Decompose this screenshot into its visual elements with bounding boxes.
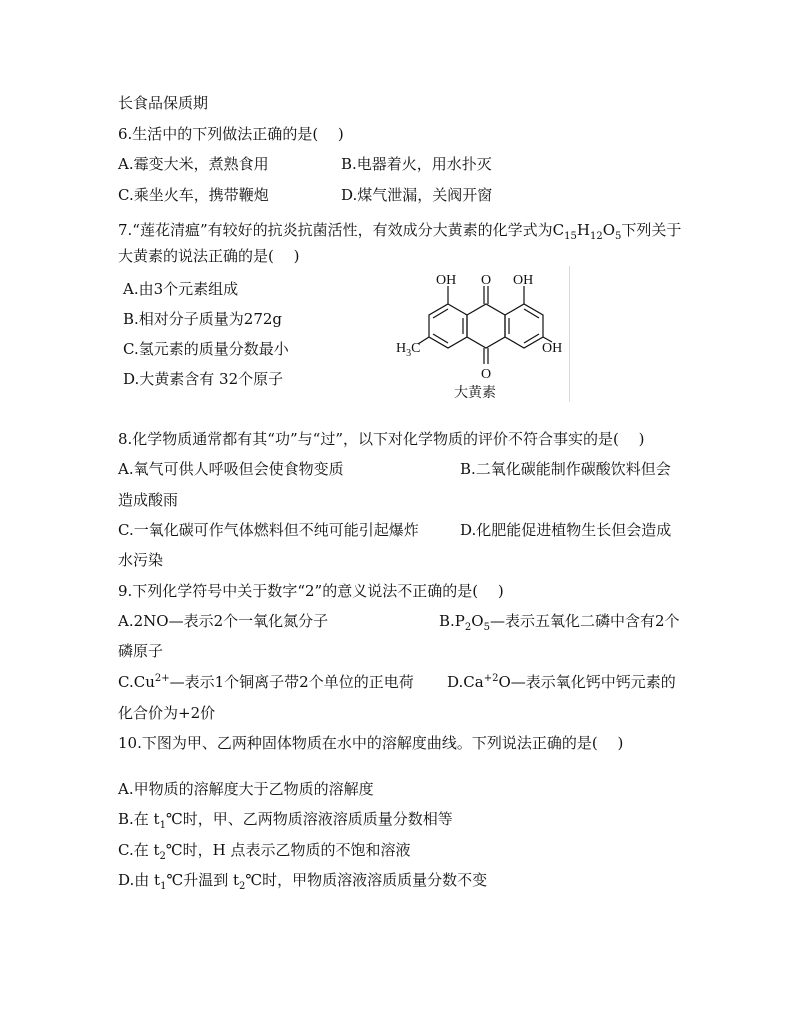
question-10-option-c: [118, 840, 411, 860]
q10-c-pre: C.在 t: [118, 841, 160, 859]
molecule-oh-right: OH: [513, 273, 534, 288]
q10-b-pre: B.在 t: [118, 810, 160, 828]
question-8-option-d-cont: 水污染: [118, 551, 164, 569]
question-6-option-a: A.霉变大米，煮熟食用: [118, 155, 269, 173]
question-6-option-d: D.煤气泄漏，关阀开窗: [341, 186, 493, 204]
molecule-caption: 大黄素: [454, 386, 496, 401]
q7-stem-pre: 7.“莲花清瘟”有较好的抗炎抗菌活性，有效成分大黄素的化学式为C: [118, 221, 565, 239]
q7-sub-12: 12: [589, 231, 603, 242]
q10-b-post: ℃时，甲、乙两物质溶液溶质质量分数相等: [165, 810, 453, 828]
q9-d-sup: +2: [483, 673, 499, 684]
q9-b-sub5: 5: [483, 622, 490, 633]
q7-h: H: [576, 221, 590, 239]
question-8-option-d: D.化肥能促进植物生长但会造成: [460, 521, 672, 539]
q9-b-pre: B.P: [439, 612, 465, 630]
molecule-h3c: [396, 341, 420, 359]
question-8-option-b: B.二氧化碳能制作碳酸饮料但会: [460, 460, 671, 478]
question-10-option-a: A.甲物质的溶解度大于乙物质的溶解度: [118, 780, 374, 798]
question-9-option-b: [439, 611, 680, 631]
question-10-option-d: [118, 870, 487, 890]
question-8-option-b-cont: 造成酸雨: [118, 491, 179, 509]
question-7-stem: [118, 220, 681, 240]
molecule-h3c-h: H: [396, 341, 407, 356]
question-9-option-a: A.2NO—表示2个一氧化氮分子: [118, 612, 329, 630]
q9-c-pre: C.Cu: [118, 673, 155, 691]
question-7-option-d: D.大黄素含有 32个原子: [123, 370, 284, 388]
question-8-stem: 8.化学物质通常都有其“功”与“过”，以下对化学物质的评价不符合事实的是( ): [118, 430, 645, 448]
q9-c-sup: 2+: [154, 673, 170, 684]
question-9-option-d: [447, 672, 676, 692]
molecule-bonds: [418, 286, 552, 364]
question-10-option-b: [118, 809, 453, 829]
q9-c-post: —表示1个铜离子带2个单位的正电荷: [169, 673, 414, 691]
q10-d-sub2: 2: [239, 881, 246, 892]
q9-d-pre: D.Ca: [447, 673, 484, 691]
question-6-option-b: B.电器着火，用水扑灭: [341, 155, 492, 173]
q10-b-sub: 1: [159, 820, 166, 831]
question-7-stem-line2: 大黄素的说法正确的是( ): [118, 247, 300, 265]
question-9-option-d-cont: 化合价为+2价: [118, 704, 216, 722]
question-10-stem: 10.下图为甲、乙两种固体物质在水中的溶解度曲线。下列说法正确的是( ): [118, 734, 624, 752]
question-8-option-c: C.一氧化碳可作气体燃料但不纯可能引起爆炸: [118, 521, 419, 539]
q9-b-post: —表示五氧化二磷中含有2个: [489, 612, 680, 630]
emodin-structure-diagram: [392, 264, 572, 404]
q9-b-sub2: 2: [464, 622, 472, 633]
question-7-option-a: A.由3个元素组成: [123, 280, 239, 298]
question-7-option-c: C.氢元素的质量分数最小: [123, 340, 289, 358]
molecule-oh-left: OH: [436, 273, 457, 288]
molecule-oh-lower: OH: [542, 341, 563, 356]
figure-divider: [569, 266, 570, 402]
q7-sub-15: 15: [564, 231, 577, 242]
q7-o: O: [602, 221, 616, 239]
q9-d-post: O—表示氧化钙中钙元素的: [498, 673, 676, 691]
molecule-o-top: O: [481, 273, 492, 288]
question-9-stem: 9.下列化学符号中关于数字“2”的意义说法不正确的是( ): [118, 582, 504, 600]
q7-stem-post: 下列关于: [621, 221, 682, 239]
question-8-option-a: A.氧气可供人呼吸但会使食物变质: [118, 460, 344, 478]
q10-c-sub: 2: [159, 851, 166, 862]
question-9-option-b-cont: 磷原子: [118, 642, 164, 660]
question-9-option-c: [118, 672, 414, 692]
q9-b-o: O: [471, 612, 484, 630]
molecule-h3c-c: C: [411, 341, 421, 356]
q10-d-sub1: 1: [160, 881, 167, 892]
q10-d-mid: ℃升温到 t: [166, 871, 240, 889]
header-fragment: 长食品保质期: [118, 94, 209, 112]
molecule-o-bottom: O: [481, 367, 492, 382]
molecule-h3c-3: 3: [406, 348, 412, 359]
q10-d-pre: D.由 t: [118, 871, 161, 889]
q7-sub-5: 5: [615, 231, 622, 242]
question-6-stem: 6.生活中的下列做法正确的是( ): [118, 125, 344, 143]
q10-d-post: ℃时，甲物质溶液溶质质量分数不变: [245, 871, 488, 889]
question-6-option-c: C.乘坐火车，携带鞭炮: [118, 186, 269, 204]
question-7-option-b: B.相对分子质量为272g: [123, 310, 283, 328]
q10-c-post: ℃时，H 点表示乙物质的不饱和溶液: [165, 841, 411, 859]
